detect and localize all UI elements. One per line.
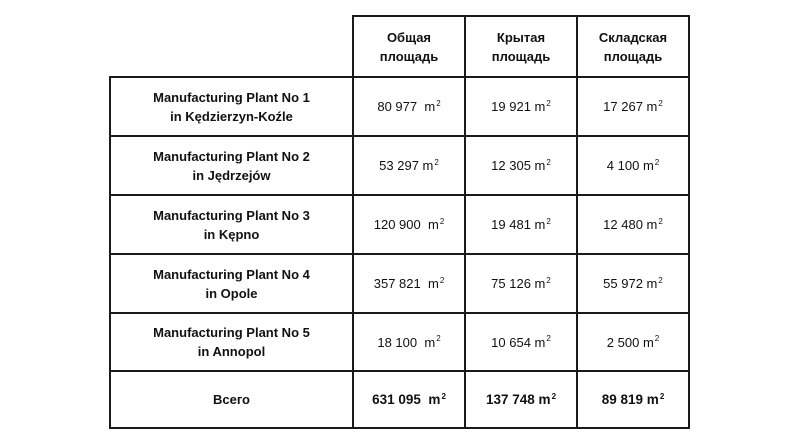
row-label-total bbox=[109, 370, 354, 429]
row-label-plant-5 bbox=[109, 312, 354, 372]
header-total-area-line2: площадь bbox=[379, 48, 439, 64]
plant-name: Manufacturing Plant No 4 bbox=[153, 266, 310, 282]
total-label: Всего bbox=[212, 392, 251, 407]
header-covered-area-line1: Крытая bbox=[496, 29, 546, 45]
value-text: 2 500 $m^2$ bbox=[606, 334, 660, 350]
value-text: 80 977 $m^2$ bbox=[377, 98, 441, 114]
plant-location: in Annopol bbox=[197, 344, 266, 359]
cell-covered-area bbox=[464, 194, 578, 255]
value-text: 53 297 $m^2$ bbox=[379, 157, 439, 173]
cell-covered-area bbox=[464, 135, 578, 196]
header-total-area-line1: Общая bbox=[386, 29, 432, 45]
plant-location: in Kędzierzyn-Koźle bbox=[170, 108, 293, 124]
value-text: 10 654 $m^2$ bbox=[491, 334, 551, 350]
cell-total-area bbox=[352, 194, 466, 255]
value-text: 17 267 $m^2$ bbox=[603, 98, 663, 114]
value-text: 89 819 $m^2$ bbox=[601, 391, 665, 407]
row-label-plant-2 bbox=[109, 135, 354, 196]
plant-name: Manufacturing Plant No 3 bbox=[153, 207, 310, 223]
value-text: 19 481 $m^2$ bbox=[491, 216, 551, 232]
plant-location: in Opole bbox=[205, 285, 258, 301]
cell-total-area bbox=[352, 312, 466, 372]
cell-storage-area bbox=[576, 76, 690, 137]
value-text: 631 095 $m^2$ bbox=[372, 391, 446, 407]
header-covered-area bbox=[464, 15, 578, 78]
value-text: 137 748 $m^2$ bbox=[485, 391, 557, 407]
row-label-plant-3 bbox=[109, 194, 354, 255]
plant-location: in Jędrzejów bbox=[192, 167, 271, 183]
cell-covered-area-sum bbox=[464, 370, 578, 429]
cell-storage-area bbox=[576, 135, 690, 196]
cell-covered-area bbox=[464, 76, 578, 137]
value-text: 120 900 $m^2$ bbox=[373, 216, 445, 232]
row-label-plant-1 bbox=[109, 76, 354, 137]
value-text: 55 972 $m^2$ bbox=[603, 275, 663, 291]
row-label-plant-4 bbox=[109, 253, 354, 314]
cell-covered-area bbox=[464, 253, 578, 314]
cell-storage-area bbox=[576, 312, 690, 372]
value-text: 4 100 $m^2$ bbox=[606, 157, 660, 173]
header-storage-area bbox=[576, 15, 690, 78]
plant-name: Manufacturing Plant No 1 bbox=[153, 89, 310, 105]
value-text: 12 480 $m^2$ bbox=[603, 216, 663, 232]
value-text: 357 821 $m^2$ bbox=[373, 275, 445, 291]
plant-name: Manufacturing Plant No 2 bbox=[153, 148, 310, 164]
cell-storage-area bbox=[576, 194, 690, 255]
value-text: 12 305 $m^2$ bbox=[491, 157, 551, 173]
cell-total-area-sum bbox=[352, 370, 466, 429]
value-text: 75 126 $m^2$ bbox=[491, 275, 551, 291]
header-covered-area-line2: площадь bbox=[491, 48, 551, 64]
cell-storage-area-sum bbox=[576, 370, 690, 429]
plant-location: in Kępno bbox=[203, 226, 260, 242]
cell-total-area bbox=[352, 135, 466, 196]
header-storage-area-line2: площадь bbox=[603, 48, 663, 64]
value-text: 19 921 $m^2$ bbox=[491, 98, 551, 114]
cell-total-area bbox=[352, 253, 466, 314]
header-total-area bbox=[352, 15, 466, 78]
plant-name: Manufacturing Plant No 5 bbox=[153, 325, 310, 340]
cell-covered-area bbox=[464, 312, 578, 372]
value-text: 18 100 $m^2$ bbox=[377, 334, 441, 350]
cell-storage-area bbox=[576, 253, 690, 314]
header-storage-area-line1: Складская bbox=[598, 29, 668, 45]
cell-total-area bbox=[352, 76, 466, 137]
